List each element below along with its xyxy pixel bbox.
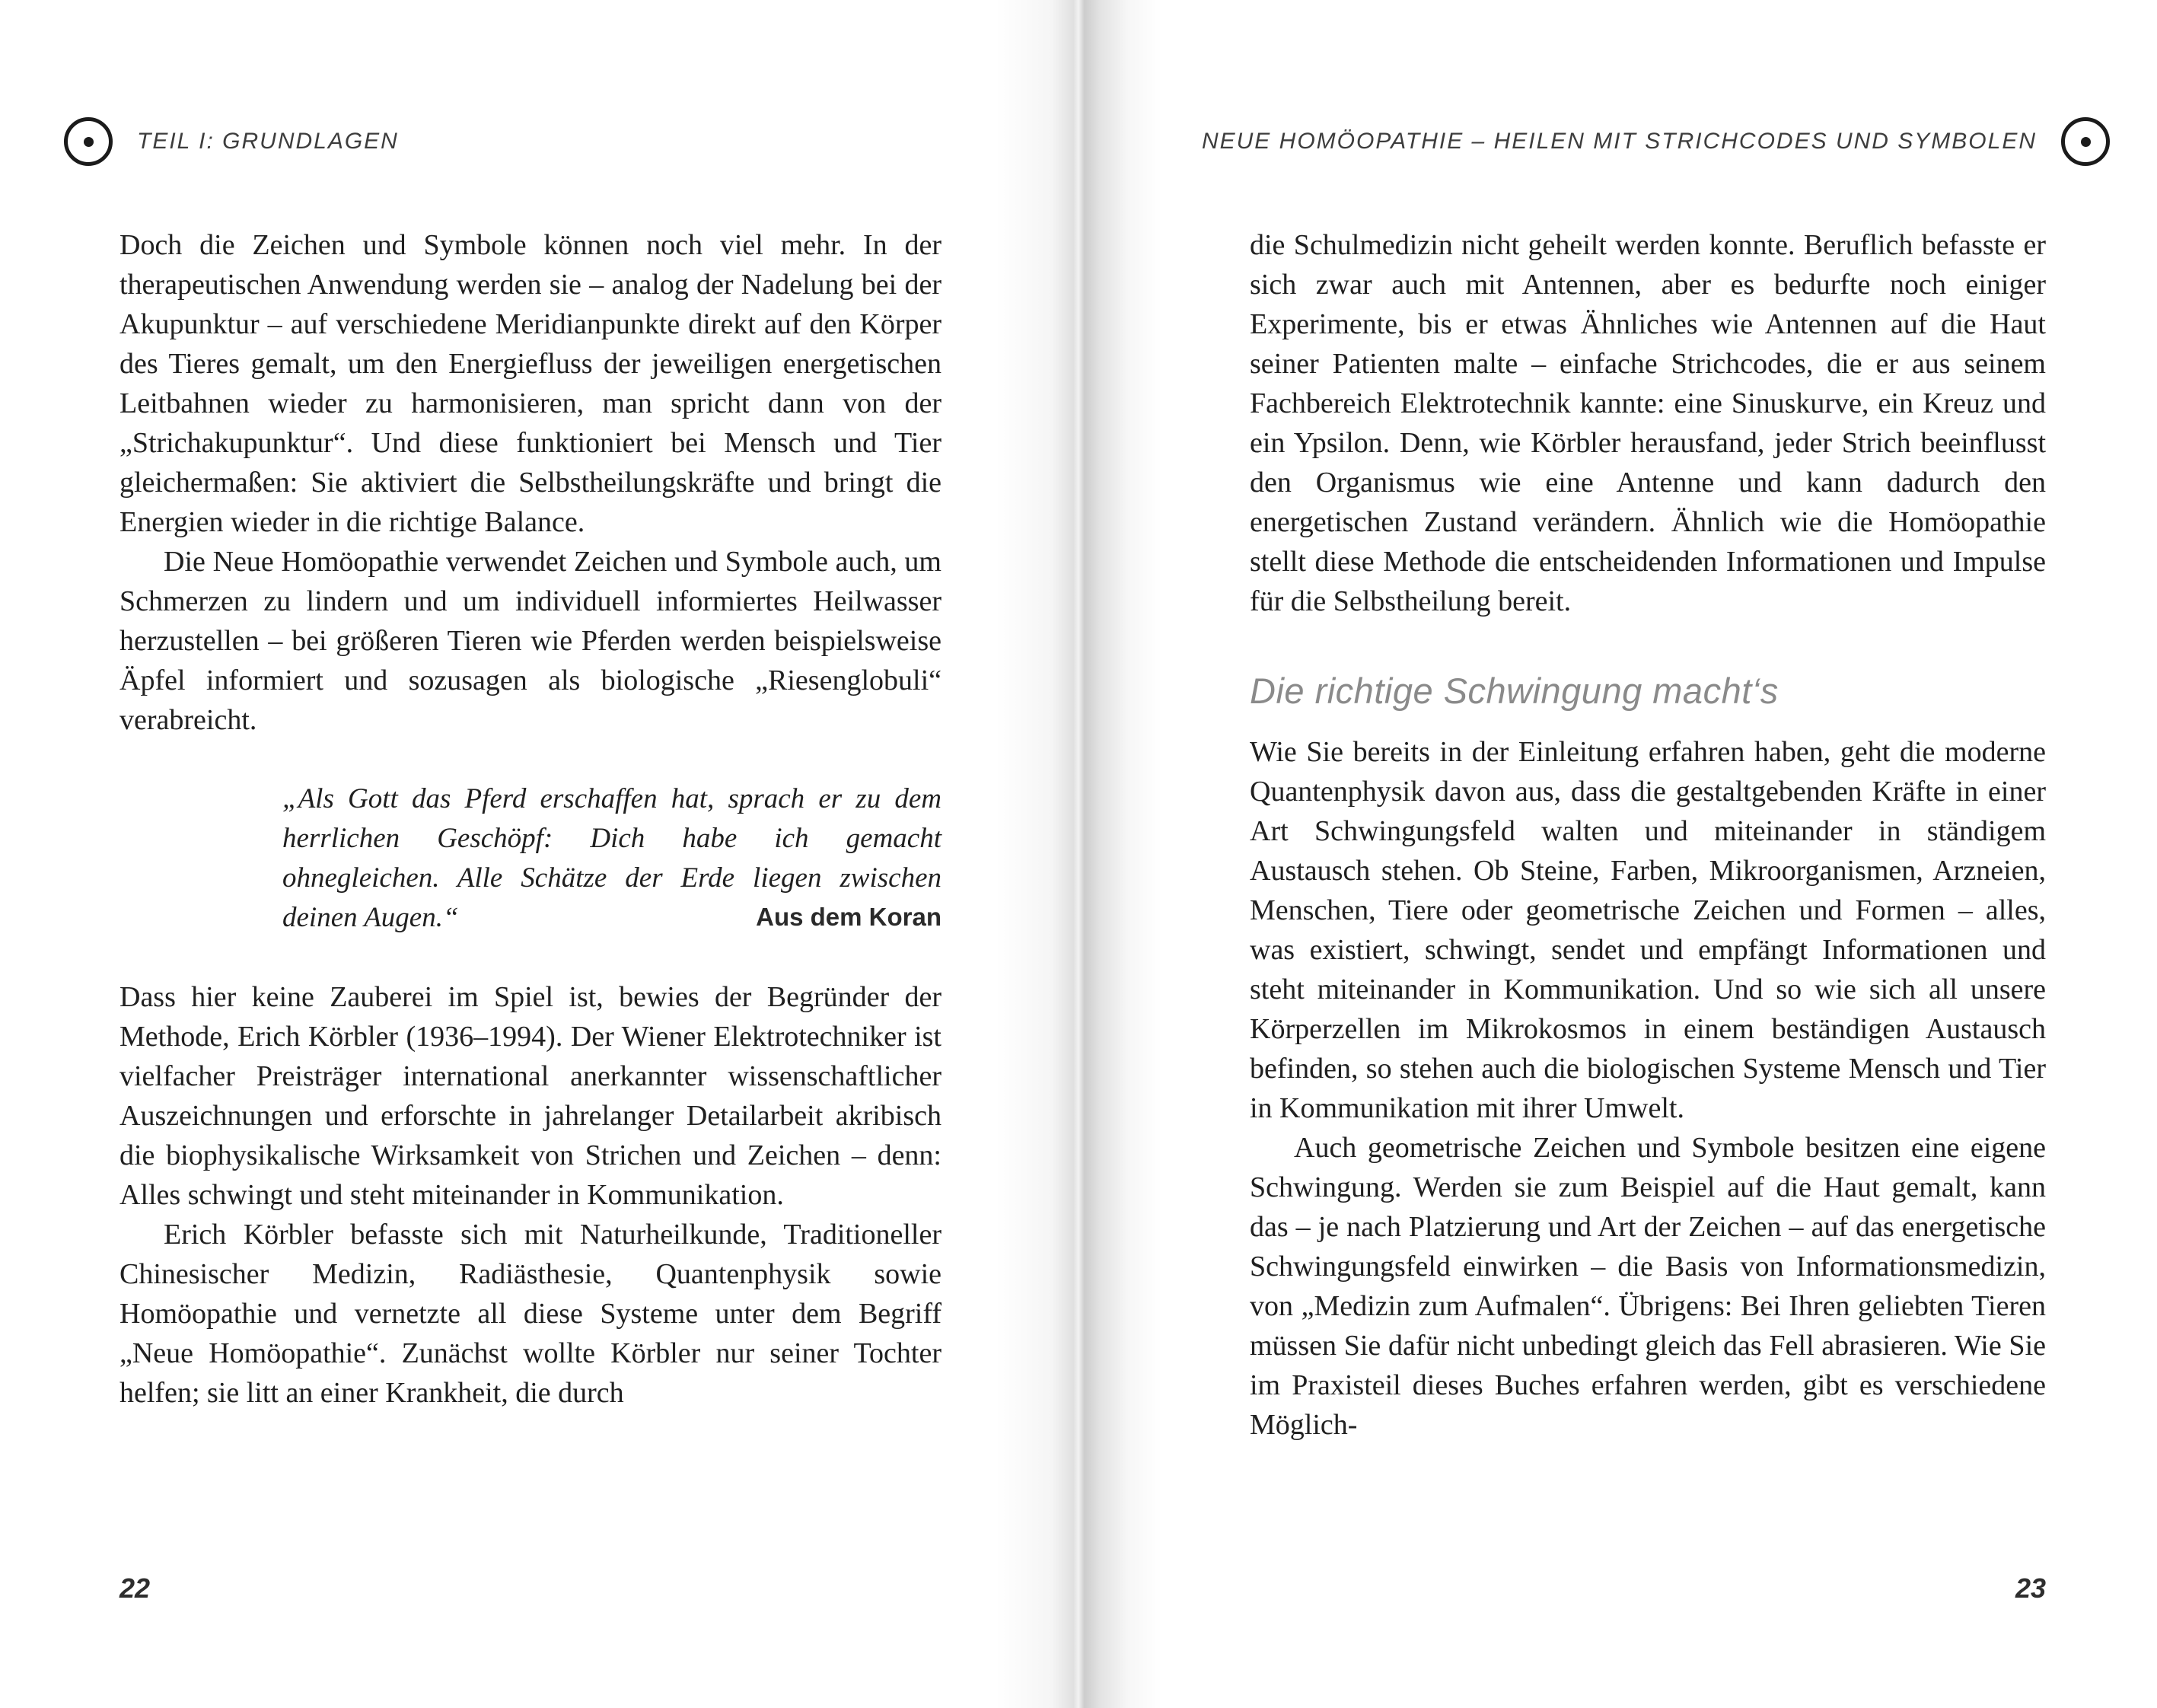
paragraph: die Schulmedizin nicht geheilt werden konnte. Beruflich befasste er sich zwar auch mit Antennen, aber es bedurfte noch einiger Experimente, bis er etwas Ähnliches wie Antennen auf die Haut seiner Patienten malte – einfache Strichcodes, die er aus seinem Fachbereich Elektrotechnik kannte: eine Sinuskurve, ein Kreuz und ein Ypsilon. Denn, wie Körbler herausfand, jeder Strich beeinflusst den Organismus wie eine Antenne und kann dadurch den energetischen Zustand verändern. Ähnlich wie die Homöopathie stellt diese Methode die entscheidenden Informationen und Impulse für die Selbstheilung bereit. xyxy=(1250,229,2046,617)
paragraph: Erich Körbler befasste sich mit Naturheilkunde, Traditioneller Chinesischer Medizin, Radiästhesie, Quantenphysik sowie Homöopathie und vernetzte all diese Systeme unter dem Begriff „Neue Homöopathie“. Zunächst wollte Körbler nur seiner Tochter helfen; sie litt an einer Krankheit, die durch xyxy=(119,1219,941,1409)
left-page-number: 22 xyxy=(119,1573,151,1604)
section-heading: Die richtige Schwingung macht‘s xyxy=(1250,671,1779,711)
eye-circle-icon xyxy=(64,117,113,166)
quote-block xyxy=(282,779,941,938)
paragraph: Wie Sie bereits in der Einleitung erfahren haben, geht die moderne Quantenphysik davon aus, dass die gestaltgebenden Kräfte in einer Art Schwingungsfeld walten und miteinander in ständigem Austausch stehen. Ob Steine, Farben, Mikroorganismen, Arzneien, Menschen, Tiere oder geometrische Zeichen und Formen – alles, was existiert, schwingt, sendet und empfängt Informationen und steht miteinander in Kommunikation. Und so wie sich all unsere Körperzellen im Mikrokosmos in einem beständigen Austausch befinden, so stehen auch die biologischen Systeme Mensch und Tier in Kommunikation mit ihrer Umwelt. xyxy=(1250,736,2046,1124)
left-running-header-text: TEIL I: GRUNDLAGEN xyxy=(137,129,399,154)
paragraph: Die Neue Homöopathie verwendet Zeichen und Symbole auch, um Schmerzen zu lindern und um individuell informiertes Heilwasser herzustellen – bei größeren Tieren wie Pferden werden beispielsweise Äpfel informiert und sozusagen als biologische „Riesenglobuli“ verabreicht. xyxy=(119,546,941,736)
right-page-number: 23 xyxy=(2015,1573,2046,1604)
quote-attribution: Aus dem Koran xyxy=(756,903,941,931)
paragraph: Auch geometrische Zeichen und Symbole besitzen eine eigene Schwingung. Werden sie zum Beispiel auf die Haut gemalt, kann das – je nach Platzierung und Art der Zeichen – auf das energetische Schwingungsfeld einwirken – die Basis von Informationsmedizin, von „Medizin zum Aufmalen“. Übrigens: Bei Ihren geliebten Tieren müssen Sie dafür nicht unbedingt gleich das Fell abrasieren. Wie Sie im Praxisteil dieses Buches erfahren werden, gibt es verschiedene Möglich- xyxy=(1250,1132,2046,1441)
left-running-header xyxy=(64,117,399,166)
paragraph: Dass hier keine Zauberei im Spiel ist, bewies der Begründer der Methode, Erich Körbler (1936–1994). Der Wiener Elektrotechniker ist vielfacher Preisträger international anerkannter wissenschaftlicher Auszeichnungen und erforschte in jahrelanger Detailarbeit akribisch die biophysikalische Wirksamkeit von Strichen und Zeichen – denn: Alles schwingt und steht miteinander in Kommunikation. xyxy=(119,981,941,1211)
quote-text: „Als Gott das Pferd erschaffen hat, sprach er zu dem herrlichen Geschöpf: Dich habe ich gemacht ohnegleichen. Alle Schätze der Erde liegen zwischen deinen Augen.“ xyxy=(282,783,941,933)
right-page-body xyxy=(1250,225,2046,1445)
right-running-header xyxy=(1202,117,2110,166)
left-page-body xyxy=(119,225,941,1413)
paragraph: Doch die Zeichen und Symbole können noch viel mehr. In der therapeutischen Anwendung werden sie – analog der Nadelung bei der Akupunktur – auf verschiedene Meridianpunkte direkt auf den Körper des Tieres gemalt, um den Energiefluss der jeweiligen energetischen Leitbahnen wieder zu harmonisieren, man spricht dann von der „Strichakupunktur“. Und diese funktioniert bei Mensch und Tier gleichermaßen: Sie aktiviert die Selbstheilungskräfte und bringt die Energien wieder in die richtige Balance. xyxy=(119,229,941,538)
page-gutter-shadow xyxy=(995,0,1162,1708)
eye-circle-icon xyxy=(2061,117,2110,166)
right-running-header-text: NEUE HOMÖOPATHIE – HEILEN MIT STRICHCODES UND SYMBOLEN xyxy=(1201,129,2037,154)
